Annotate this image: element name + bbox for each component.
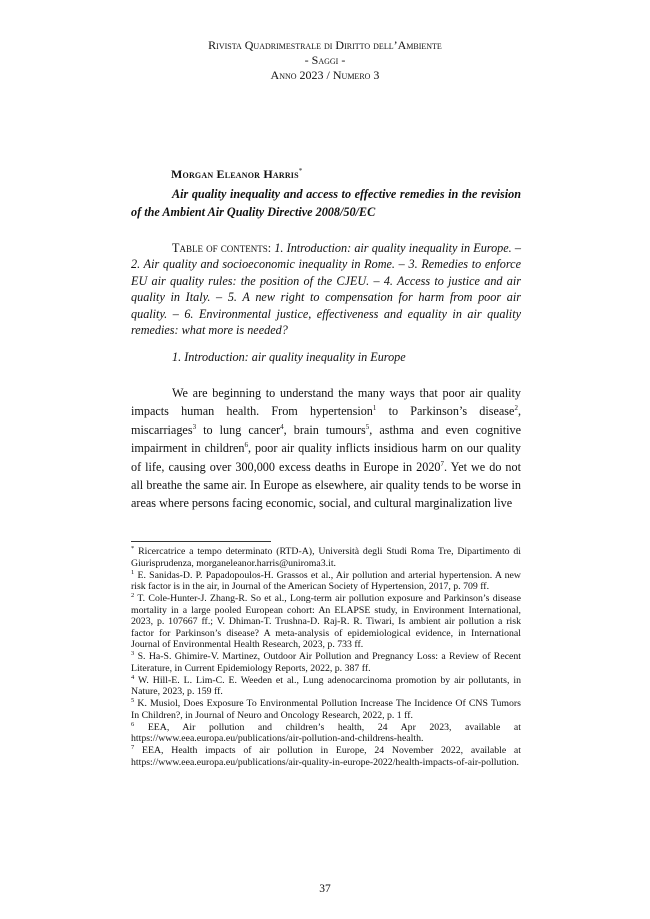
body-text-1: We are beginning to understand the many ways that poor air quality impacts human health. From hypertension	[131, 386, 521, 419]
body-text-6: , asthma and even cognitive impairment in children	[131, 422, 521, 456]
footnote-item	[131, 675, 521, 698]
body-text-5: , brain tumours	[283, 422, 366, 437]
footnote-text: W. Hill-E. L. Lim-C. E. Weeden et al., Lung adenocarcinoma promotion by air pollutants, in Nature, 2023, p. 159 ff.	[131, 674, 521, 697]
footnote-ref-5[interactable]: 5	[365, 422, 370, 431]
section-heading	[172, 350, 406, 365]
toc-entries: 1. Introduction: air quality inequality in Europe. – 2. Air quality and socioeconomic inequality in Rome. – 3. Remedies to enforce EU air quality rules: the position of the CJEU. – 4. Access to justice and air quality in Italy. – 5. A new right to compensation for harm from poor air quality. – 6. Environmental justice, effectiveness and equality in air quality remedies: what more is needed?	[131, 241, 521, 338]
footnote-mark: 2	[131, 592, 135, 599]
footnote-mark: *	[131, 545, 135, 552]
body-paragraph	[131, 384, 521, 513]
footnote-mark: 3	[131, 650, 135, 657]
footnote-item	[131, 698, 521, 721]
body-text-4: to lung cancer	[196, 422, 281, 437]
article-title: Air quality inequality and access to effective remedies in the revision of the Ambient Air Quality Directive 2008/50/EC	[131, 187, 521, 219]
footnote-mark: 4	[131, 673, 135, 681]
footnote-text: T. Cole-Hunter-J. Zhang-R. So et al., Long-term air pollution exposure and Parkinson’s disease mortality in a large pooled European cohort: An ELAPSE study, in Environment International, 2023, p. 107667 ff.; V. Dhiman-T. Trushna-D. Raj-R. R. Tiwari, Is ambient air pollution a risk factor for Parkinson’s disease? A meta-analysis of epidemiological evidence, in International Journal of Environmental Health Research, 2023, p. 733 ff.	[131, 593, 521, 650]
toc-lead: Table of contents:	[172, 241, 272, 255]
section-label: - Saggi -	[304, 53, 346, 67]
footnote-item	[131, 722, 521, 745]
footnote-ref-1[interactable]: 1	[372, 404, 377, 413]
section-heading-text: 1. Introduction: air quality inequality in Europe	[172, 350, 406, 364]
footnote-mark: 6	[131, 720, 135, 728]
footnote-item	[131, 745, 521, 768]
footnote-text: EEA, Health impacts of air pollution in Europe, 24 November 2022, available at https://www.eea.europa.eu/publications/air-quality-in-europe-2022/health-impacts-of-air-pollution.	[131, 745, 521, 768]
footnote-text: Ricercatrice a tempo determinato (RTD-A), Università degli Studi Roma Tre, Dipartimento di Giurisprudenza, morganeleanor.harris@uniroma3.it.	[131, 546, 521, 569]
footnote-ref-3[interactable]: 3	[192, 422, 197, 431]
footnote-ref-6[interactable]: 6	[244, 441, 249, 450]
body-text-3: , miscarriages	[131, 404, 521, 437]
footnote-text: E. Sanidas-D. P. Papadopoulos-H. Grassos et al., Air pollution and arterial hypertension. A new risk factor is in the air, in Journal of the American Society of Hypertension, 2017, p. 709 ff.	[131, 569, 521, 592]
body-text-8: . Yet we do not all breathe the same air. In Europe as elsewhere, air quality tends to be worse in areas where persons facing economic, social, and cultural marginalization live	[131, 459, 521, 511]
footnote-mark: 5	[131, 697, 135, 704]
journal-name: Rivista Quadrimestrale di Diritto dell’Ambiente	[208, 38, 442, 52]
footnote-mark: 7	[131, 744, 135, 751]
author-name	[171, 167, 302, 182]
footnote-ref-4[interactable]: 4	[280, 422, 284, 431]
footnote-divider	[131, 541, 271, 542]
issue-label: Anno 2023 / Numero 3	[270, 68, 380, 82]
footnote-mark: 1	[131, 568, 135, 576]
footnote-text: K. Musiol, Does Exposure To Environmental Pollution Increase The Incidence Of CNS Tumors In Children?, in Journal of Neuro and Oncology Research, 2022, p. 1 ff.	[131, 698, 521, 721]
footnote-ref-2[interactable]: 2	[514, 404, 518, 413]
table-of-contents	[131, 240, 521, 338]
footnotes	[131, 546, 521, 769]
footnote-text: S. Ha-S. Ghimire-V. Martinez, Outdoor Air Pollution and Pregnancy Loss: a Review of Recent Literature, in Current Epidemiology Reports, 2022, p. 387 ff.	[131, 651, 522, 674]
running-header	[0, 38, 650, 83]
page-number: 37	[319, 883, 331, 895]
author-name-text: Morgan Eleanor Harris	[171, 167, 299, 181]
footnote-item	[131, 651, 521, 674]
body-text-2: to Parkinson’s disease	[376, 404, 515, 419]
footnote-item	[131, 546, 521, 569]
footnote-ref-7[interactable]: 7	[440, 459, 445, 468]
footnote-item	[131, 593, 521, 651]
author-note-mark: *	[298, 167, 303, 175]
footnote-text: EEA, Air pollution and children’s health, 24 Apr 2023, available at https://www.eea.europa.eu/publications/air-pollution-and-childrens-health.	[131, 721, 522, 744]
footnote-item	[131, 570, 521, 593]
body-text-7: , poor air quality inflicts insidious harm on our quality of life, causing over 300,000 excess deaths in Europe in 2020	[131, 441, 521, 474]
